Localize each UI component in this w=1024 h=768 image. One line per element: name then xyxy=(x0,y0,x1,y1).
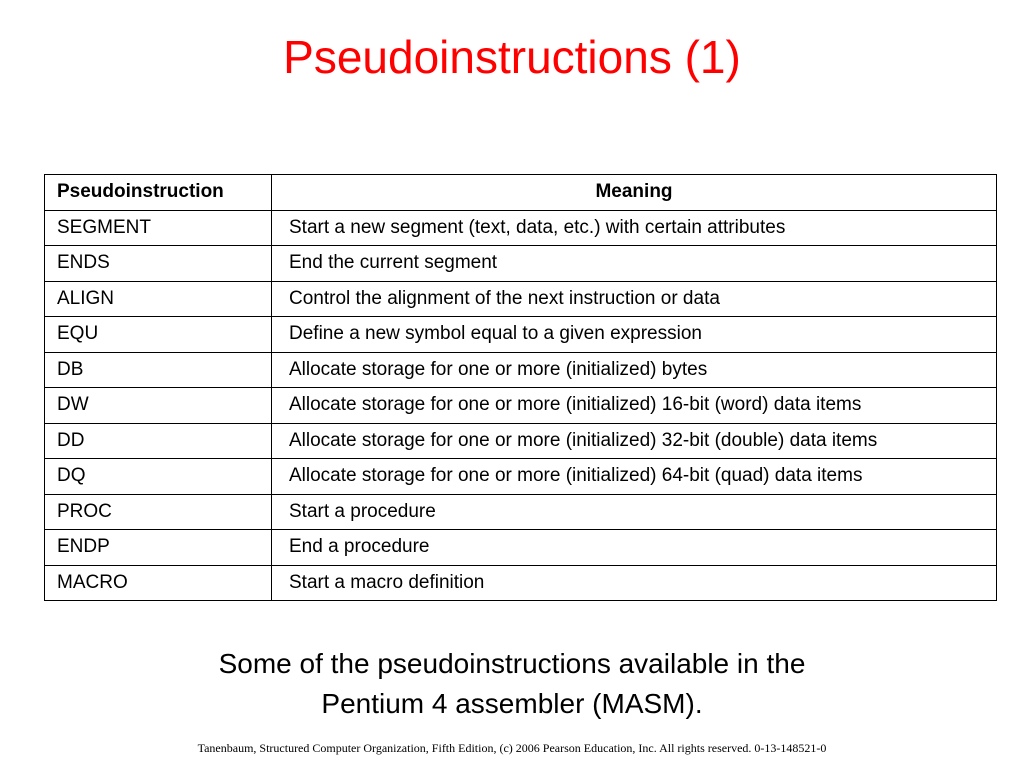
meaning-cell: Control the alignment of the next instruction or data xyxy=(272,281,997,317)
pseudoinstruction-cell: DB xyxy=(45,352,272,388)
pseudoinstruction-cell: SEGMENT xyxy=(45,210,272,246)
table-row xyxy=(45,317,997,353)
pseudoinstruction-cell: ENDS xyxy=(45,246,272,282)
table-row xyxy=(45,530,997,566)
copyright-footer: Tanenbaum, Structured Computer Organization, Fifth Edition, (c) 2006 Pearson Education, Inc. All rights reserved. 0-13-148521-0 xyxy=(197,741,827,755)
meaning-cell: Allocate storage for one or more (initialized) bytes xyxy=(272,352,997,388)
caption-line-2: Pentium 4 assembler (MASM). xyxy=(321,688,703,719)
table-row xyxy=(45,423,997,459)
table-row xyxy=(45,246,997,282)
meaning-cell: End the current segment xyxy=(272,246,997,282)
caption-line-1: Some of the pseudoinstructions available in the xyxy=(218,648,806,679)
meaning-cell: Start a macro definition xyxy=(272,565,997,601)
pseudoinstruction-cell: ENDP xyxy=(45,530,272,566)
meaning-cell: Define a new symbol equal to a given expression xyxy=(272,317,997,353)
slide-title: Pseudoinstructions (1) xyxy=(283,31,741,83)
table-row xyxy=(45,459,997,495)
meaning-cell: Allocate storage for one or more (initialized) 16-bit (word) data items xyxy=(272,388,997,424)
table-row xyxy=(45,494,997,530)
meaning-cell: End a procedure xyxy=(272,530,997,566)
pseudoinstruction-cell: PROC xyxy=(45,494,272,530)
pseudoinstruction-cell: DW xyxy=(45,388,272,424)
pseudoinstruction-cell: EQU xyxy=(45,317,272,353)
pseudoinstruction-cell: DQ xyxy=(45,459,272,495)
table-row xyxy=(45,210,997,246)
column-header-meaning: Meaning xyxy=(272,175,997,211)
pseudoinstruction-cell: ALIGN xyxy=(45,281,272,317)
meaning-cell: Start a new segment (text, data, etc.) with certain attributes xyxy=(272,210,997,246)
table-row xyxy=(45,281,997,317)
table-header-row xyxy=(45,175,997,211)
slide-caption xyxy=(0,644,1024,724)
table-row xyxy=(45,388,997,424)
pseudoinstruction-cell: DD xyxy=(45,423,272,459)
table-row xyxy=(45,565,997,601)
meaning-cell: Start a procedure xyxy=(272,494,997,530)
column-header-pseudoinstruction: Pseudoinstruction xyxy=(45,175,272,211)
pseudoinstruction-cell: MACRO xyxy=(45,565,272,601)
table-row xyxy=(45,352,997,388)
meaning-cell: Allocate storage for one or more (initialized) 64-bit (quad) data items xyxy=(272,459,997,495)
meaning-cell: Allocate storage for one or more (initialized) 32-bit (double) data items xyxy=(272,423,997,459)
pseudoinstruction-table xyxy=(44,174,997,601)
